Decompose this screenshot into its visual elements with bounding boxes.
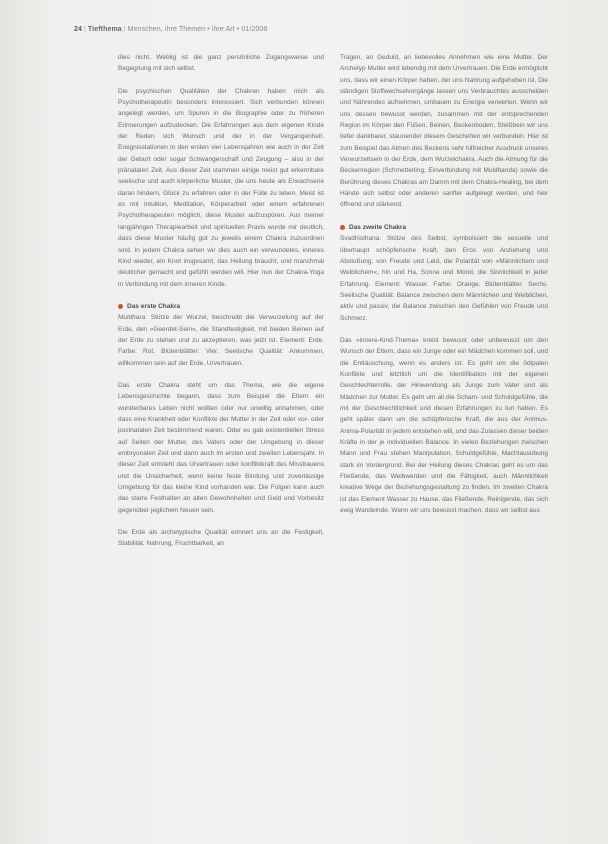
heading-text: Das zweite Chakra <box>349 223 407 231</box>
left-column <box>118 52 324 561</box>
running-head <box>74 26 554 33</box>
paragraph-text: Stütze der Wurzel, beschreibt die Verwurzelung auf der Erde, den »Geerdet-Sein«, die Standfestigkeit, mit beiden Beinen auf der Erde zu stehen und zu akzeptieren, was jetzt ist. Element: Erde. Farbe: Rot. Blütenblätter: Vier. Seelische Qualität: Ankommen, willkommen sein auf der Erde, Urvertrauen. <box>118 314 324 367</box>
right-column <box>340 52 548 527</box>
paragraph: dies nicht, Weblig ist die ganz persönliche Zugangsweise und Begegnung mit sich selbst. <box>118 54 324 73</box>
paragraph: Tragen, an Geduld, an liebevolles Annehmen wie eine Mutter. Der Archetyp Mutter wird lebendig mit dem Urvertrauen. Die Erde ermöglicht uns, dass wir einen Körper haben, der uns Nahrung aufgehoben ist. Die ständigen Stoffwechselvorgänge lassen uns Verbrauchtes ausscheiden und Nährendes aufnehmen, umbauen zu Energie verwerten. Wenn wir uns dessen bewusst werden, zusammen mit der entsprechenden Region im Körper den Füßen, Beinen, Beckenboden, Steißbein wir uns tiefer dankbarer, staunender diesem Geschehen wir verbunden. Hier ist zum Beispiel das Atmen des Beckens sehr hilfreicher Ausdruck unseres Verwurzeltsein in der Erde, dem Wurzelchakra. Auch die Atmung für die Beckenregion (Schmetterling, Einverbindung mit Muldhanda) sowie die Berührung dieses Chakras am Damm mit dem Chakra-Healing, bei dem Hände sich selbst oder anderen sanfter aufgelegt werden, und hier öffnend und stärkend. <box>340 54 548 209</box>
paragraph: Das erste Chakra steht um das Thema, wie die eigene Lebensgeschichte begann, dass zum Beispiel die Eltern ein wunderbares Leben nicht wollten oder nur unwillig annahmen, oder dass eine Krankheit oder Konflikte der Mutter in der Zeit oder vor- oder postnatalen Zeit bestimmend waren. Oder es gab existentiellen Stress auf Seiten der Mutter, des Vaters oder der Umgebung in dieser embryonalen Zeit und dann auch im ersten und zweiten Lebensjahr. In dieser Zeit entsteht das Urvertrauen oder konfliktkraft des Misstrauens und die Unsicherheit, wenn keine feste Bindung und zuverlässige Umgebung für das kleine Kind vorhanden war. Die Folgen kann auch das starre Festhalten an alten Gewohnheiten und Geld und Vorbesitz gegenüber jeglichem Neuen sein. <box>118 381 324 514</box>
section-heading-second-chakra <box>340 222 548 233</box>
section-title: Tiefthema <box>87 26 122 33</box>
bullet-icon <box>118 304 123 309</box>
paragraph: Das »innere-Kind-Thema« kreist bewusst oder unbewusst um den Wunsch der Eltern, dass ein Junge oder ein Mädchen kommen soll, und die Enttäuschung, wenn es anders ist. Es geht um die ödipalen Konflikte und letztlich um die Identifikation mit der eigenen Geschlechterrolle, der Hinwendung als Junge zum Vater und als Mädchen zur Mutter. Es geht um all die Scham- und Schuldgefühle, die mit der Geschlechtlichkeit und diesen Erfahrungen zu tun haben. Es geht später dann um die schöpferische Kraft, die aus der Animus-Anima-Polarität in jedem entstehen will, und das Zulassen dieser beiden Kräfte in der je individuellen Balance. In vielen Beziehungen zwischen Mann und Frau stehen Manipulation, Schuldgefühle, Machtausübung stark im Vordergrund. Bei der Heilung dieses Chakras geht es um das Fließende, das Weibwerden und die Fähigkeit, auch Männlichkeit kreative Wege der Beziehungsgestaltung zu finden. Im zweiten Chakra ist das Element Wasser zu Hause, das Fließende, Reinigende, das sich ewig Wandelnde. Wenn wir uns bewusst machen, dass wir selbst aus <box>340 336 548 515</box>
page-number: 24 <box>74 26 82 33</box>
bullet-icon <box>340 225 345 230</box>
section-heading-first-chakra <box>118 301 324 312</box>
paragraph <box>118 312 324 369</box>
heading-text: Das erste Chakra <box>127 302 181 310</box>
header-separator: | <box>123 26 126 33</box>
paragraph: Svadhisthana: Stütze des Selbst, symbolisiert die sexuelle und überhaupt schöpferische Kraft, den Eros von Anziehung und Abstoßung, von Freude und Leid, die Polarität von »Männlichem und Weiblichem«, hin und Ha, Sonne und Mond, die Sinnlichkeit in jeder Erfahrung. Element: Wasser. Farbe: Orange. Blütenblätter: Sechs. Seelische Qualität: Balance zwischen dem Männlichen und Weiblichen, aktiv und passiv, die Balance zwischen den Gefühlen von Freude und Schmerz. <box>340 235 548 322</box>
paragraph: Die psychischen Qualitäten der Chakren haben mich als Psychotherapeutin besonders interessiert. Sich verbunden können angelegt werden, um Spuren in die Biographie oder zu früheren Erinnerungen aufzudecken. Die Erfahrungen aus dem eigenen Kinde der Reden sich Wunsch und der in der Vergangenheit. Ereignisstationen in den ersten vier Lebensjahren wie auch in der Zeit der Geburt oder sogar Schwangerschaft und Zeugung – also in der pränatalen Zeit. Aus dieser Zeit stammen einige meist gut erkennbare seelische und auch körperliche Muster, die uns heute als Erwachsene daran hindern, Glück zu erfahren oder in der Fülle zu leben. Meist ist es mit Intuition, Meditation, Körperarbeit oder einem erfahrenen Psychotherapeuten möglich, diese Muster aufzuspüren. Aus meiner langjährigen Therapiearbeit und spirituellen Praxis wurde mir deutlich, dass diese Muster häufig gut zu jeweils einem Chakra zuzuordnen sind. In jedem Chakra sehen wir dies auch ein verwundetes, inneres Kind wieder, ein Knot insgesamt, das Heilung braucht, und manchmal deutlicher gemacht und gefühlt werden will. Hier nun der Chakra-Yoga in Verbindung mit dem inneren Kinde. <box>118 87 324 288</box>
header-separator: | <box>84 26 86 33</box>
issue-meta: Menschen, ihre Themen • ihre Art • 01/2008 <box>127 26 268 33</box>
sanskrit-term: Muldhara: <box>118 314 147 322</box>
paragraph: Die Erde als archetypische Qualität erinnert uns an die Festigkeit, Stabilität, Nahrung, Fruchtbarkeit, an <box>118 529 324 548</box>
